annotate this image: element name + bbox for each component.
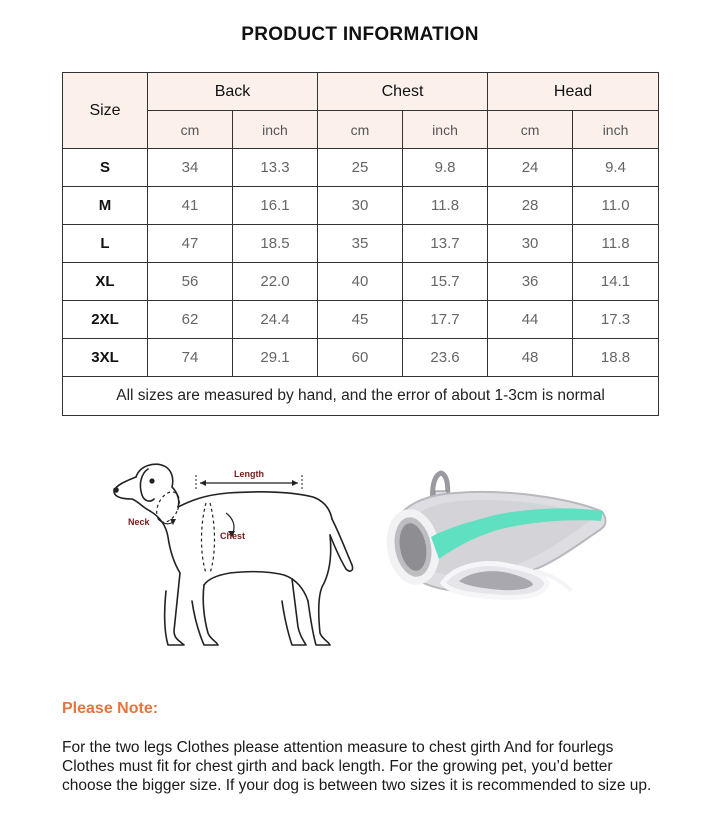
- table-cell: 18.5: [233, 225, 318, 263]
- back-group-header: Back: [148, 73, 318, 111]
- size-cell: M: [63, 187, 148, 225]
- chest-group-header: Chest: [318, 73, 488, 111]
- table-cell: 44: [488, 301, 573, 339]
- size-cell: L: [63, 225, 148, 263]
- table-cell: 13.7: [403, 225, 488, 263]
- unit-header: cm: [318, 111, 403, 149]
- unit-header: inch: [573, 111, 659, 149]
- table-cell: 29.1: [233, 339, 318, 377]
- table-cell: 74: [148, 339, 233, 377]
- table-cell: 16.1: [233, 187, 318, 225]
- size-column-header: Size: [63, 73, 148, 149]
- table-cell: 56: [148, 263, 233, 301]
- unit-header: cm: [488, 111, 573, 149]
- vest-product-image: [375, 465, 615, 625]
- neck-label: Neck: [128, 517, 150, 527]
- table-cell: 23.6: [403, 339, 488, 377]
- chest-label: Chest: [220, 531, 246, 541]
- table-cell: 24: [488, 149, 573, 187]
- page-title: PRODUCT INFORMATION: [241, 24, 479, 45]
- unit-header: cm: [148, 111, 233, 149]
- size-cell: 3XL: [63, 339, 148, 377]
- table-cell: 15.7: [403, 263, 488, 301]
- size-cell: S: [63, 149, 148, 187]
- table-cell: 11.8: [403, 187, 488, 225]
- size-cell: XL: [63, 263, 148, 301]
- measurement-footnote: All sizes are measured by hand, and the error of about 1-3cm is normal: [63, 377, 659, 416]
- table-cell: 34: [148, 149, 233, 187]
- table-row: [63, 187, 659, 225]
- table-cell: 17.7: [403, 301, 488, 339]
- unit-header: inch: [403, 111, 488, 149]
- table-cell: 28: [488, 187, 573, 225]
- head-group-header: Head: [488, 73, 659, 111]
- dog-measurement-diagram: [108, 455, 358, 650]
- table-cell: 22.0: [233, 263, 318, 301]
- note-body: For the two legs Clothes please attention measure to chest girth And for fourlegs Clothes must fit for chest girth and back length. For the growing pet, you’d better choose the bigger size. If your dog is between two sizes it is recommended to size up.: [62, 739, 652, 794]
- unit-header-row: [63, 111, 659, 149]
- table-cell: 9.8: [403, 149, 488, 187]
- table-row: [63, 149, 659, 187]
- table-cell: 36: [488, 263, 573, 301]
- table-cell: 11.8: [573, 225, 659, 263]
- table-row: [63, 301, 659, 339]
- table-cell: 45: [318, 301, 403, 339]
- table-cell: 62: [148, 301, 233, 339]
- size-chart-table: [62, 72, 659, 416]
- table-cell: 48: [488, 339, 573, 377]
- table-cell: 47: [148, 225, 233, 263]
- table-row: [63, 339, 659, 377]
- table-cell: 13.3: [233, 149, 318, 187]
- table-row: [63, 263, 659, 301]
- table-cell: 17.3: [573, 301, 659, 339]
- table-row: [63, 225, 659, 263]
- table-cell: 30: [488, 225, 573, 263]
- table-cell: 40: [318, 263, 403, 301]
- size-cell: 2XL: [63, 301, 148, 339]
- table-cell: 35: [318, 225, 403, 263]
- group-header-row: [63, 73, 659, 111]
- unit-header: inch: [233, 111, 318, 149]
- table-cell: 30: [318, 187, 403, 225]
- note-label: Please Note:: [62, 700, 159, 717]
- table-cell: 24.4: [233, 301, 318, 339]
- table-cell: 9.4: [573, 149, 659, 187]
- table-cell: 18.8: [573, 339, 659, 377]
- table-cell: 14.1: [573, 263, 659, 301]
- table-cell: 25: [318, 149, 403, 187]
- table-cell: 11.0: [573, 187, 659, 225]
- footnote-row: [63, 377, 659, 416]
- table-cell: 60: [318, 339, 403, 377]
- table-cell: 41: [148, 187, 233, 225]
- length-label: Length: [234, 469, 264, 479]
